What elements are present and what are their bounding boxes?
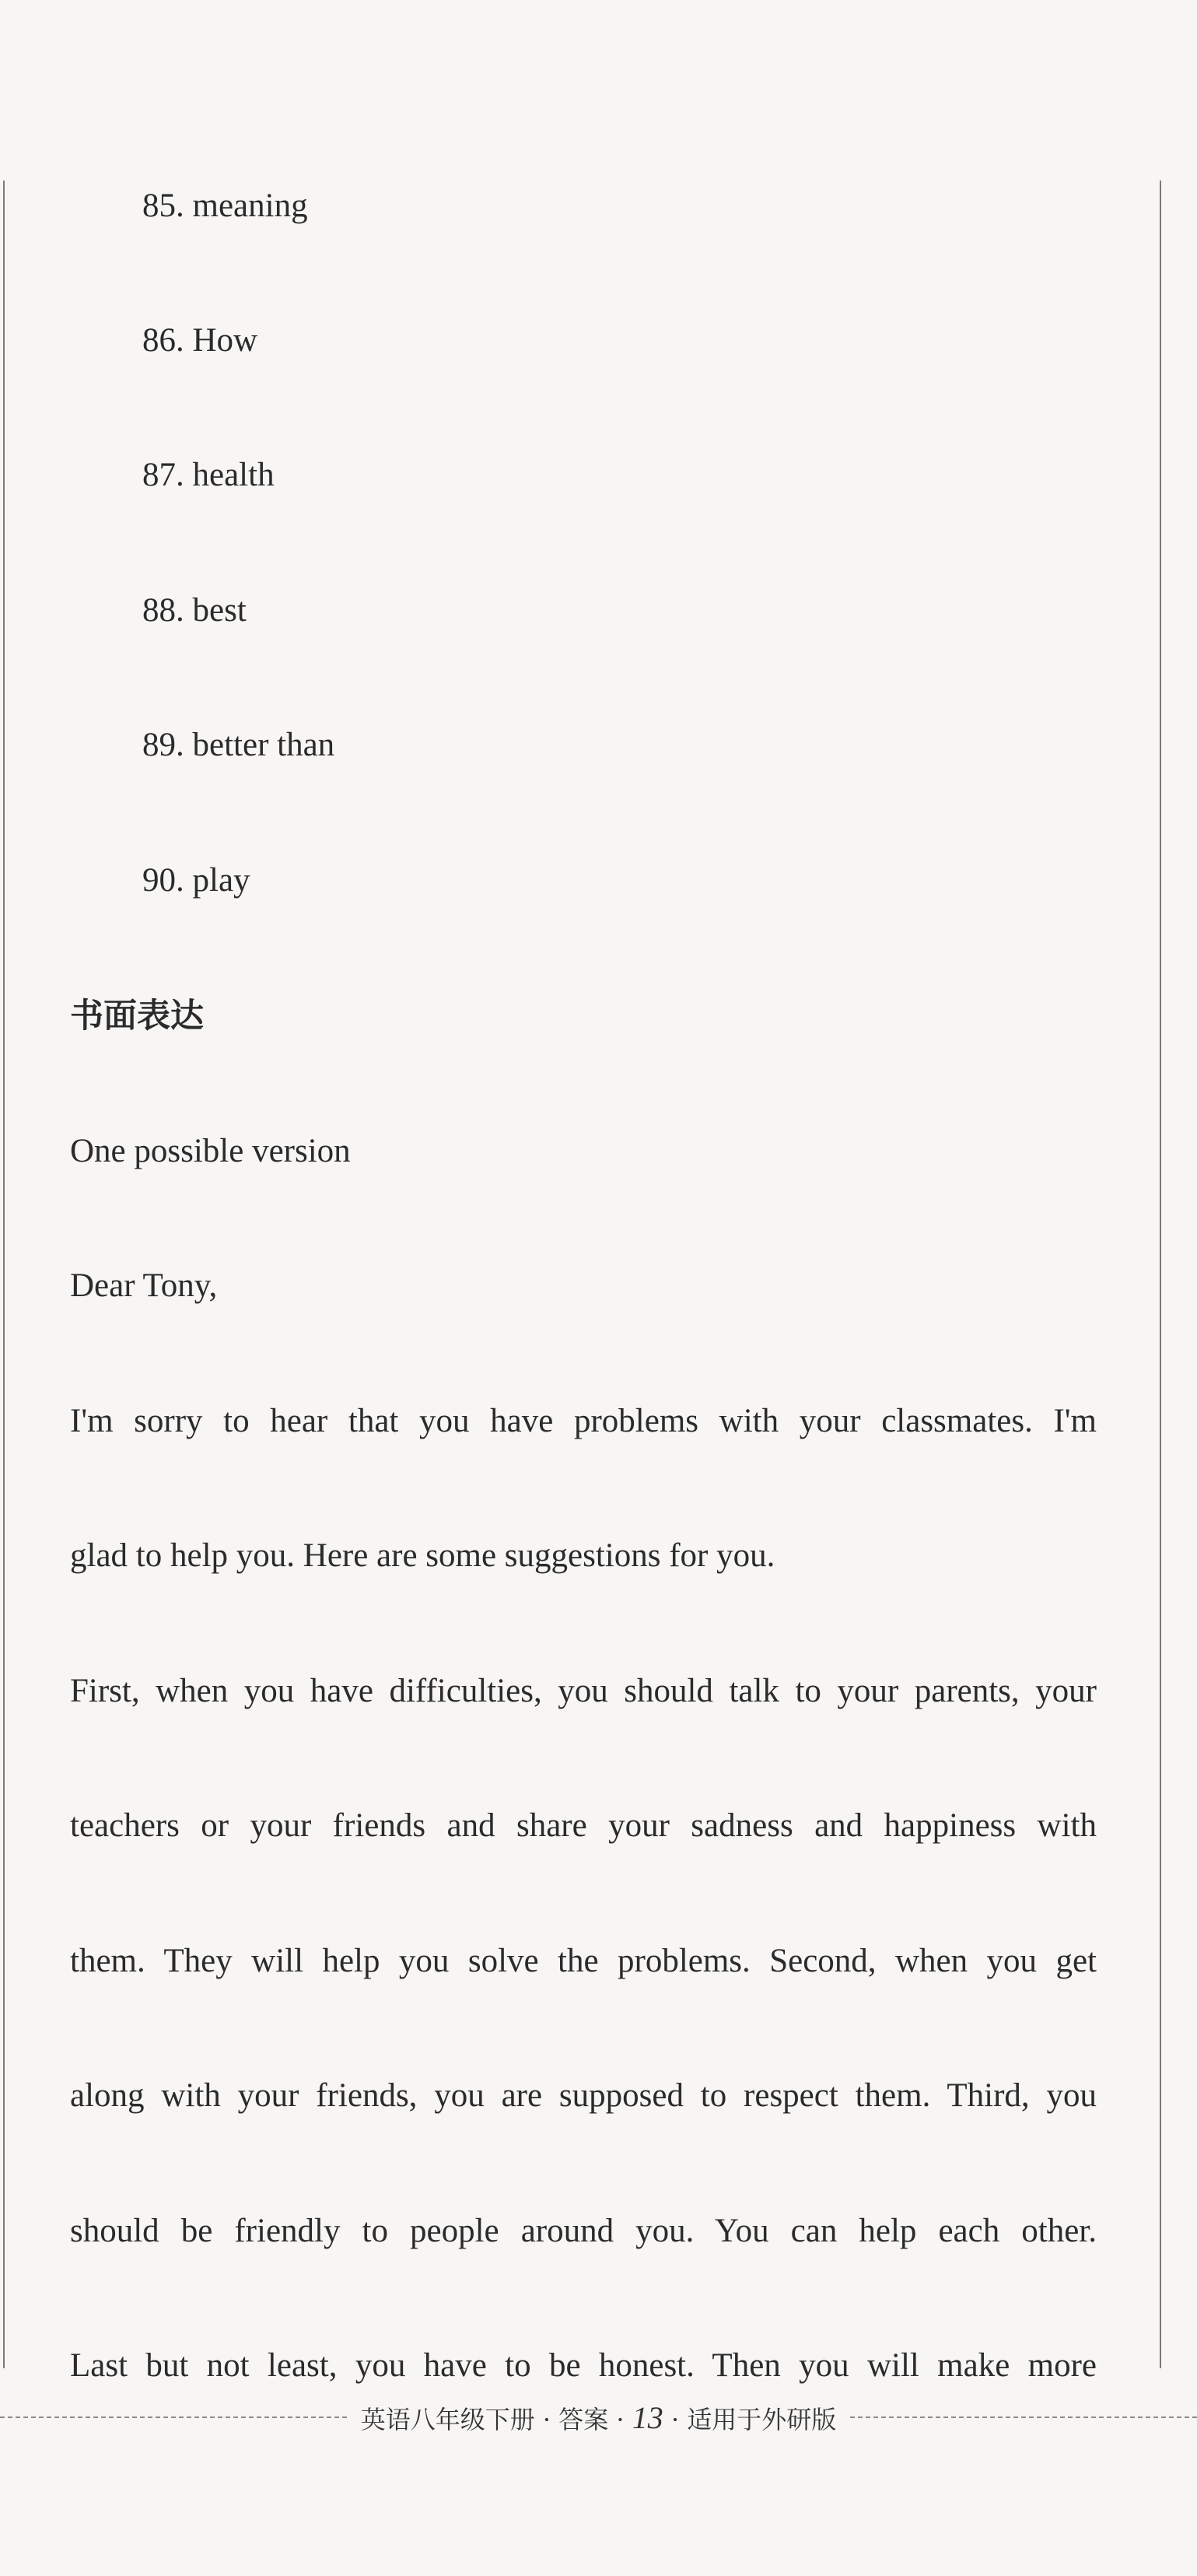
section-heading-writing: 书面表达 [70, 997, 204, 1036]
footer-dashed-rule-left [0, 2417, 347, 2418]
essay-greeting: Dear Tony, [70, 1267, 218, 1304]
essay-line-7: should be friendly to people around you. You can help each other. [70, 2213, 1097, 2249]
essay-line-8: Last but not least, you have to be honest. Then you will make more [70, 2347, 1097, 2384]
answer-89: 89. better than [142, 727, 335, 763]
essay-intro: One possible version [70, 1133, 351, 1169]
essay-line-2: glad to help you. Here are some suggestions for you. [70, 1537, 775, 1574]
essay-line-5: them. They will help you solve the problems. Second, when you get [70, 1943, 1097, 1979]
left-border-line [3, 180, 5, 2368]
essay-line-4: teachers or your friends and share your sadness and happiness with [70, 1807, 1097, 1844]
right-border-line [1160, 180, 1161, 2368]
essay-line-6: along with your friends, you are supposed to respect them. Third, you [70, 2077, 1097, 2114]
footer-edition: · 适用于外研版 [670, 2404, 837, 2434]
essay-line-3: First, when you have difficulties, you should talk to your parents, your [70, 1673, 1097, 1709]
answer-85: 85. meaning [142, 188, 308, 224]
answer-88: 88. best [142, 592, 247, 629]
essay-line-1: I'm sorry to hear that you have problems with your classmates. I'm [70, 1403, 1097, 1439]
footer-book-title: 英语八年级下册 · 答案 · [360, 2404, 625, 2434]
answer-90: 90. play [142, 862, 250, 899]
answer-86: 86. How [142, 322, 258, 359]
footer-dashed-rule-right [850, 2417, 1197, 2418]
footer-label [347, 2399, 851, 2436]
page-number: 13 [632, 2399, 663, 2435]
page-footer [0, 2394, 1197, 2441]
answer-87: 87. health [142, 457, 275, 493]
